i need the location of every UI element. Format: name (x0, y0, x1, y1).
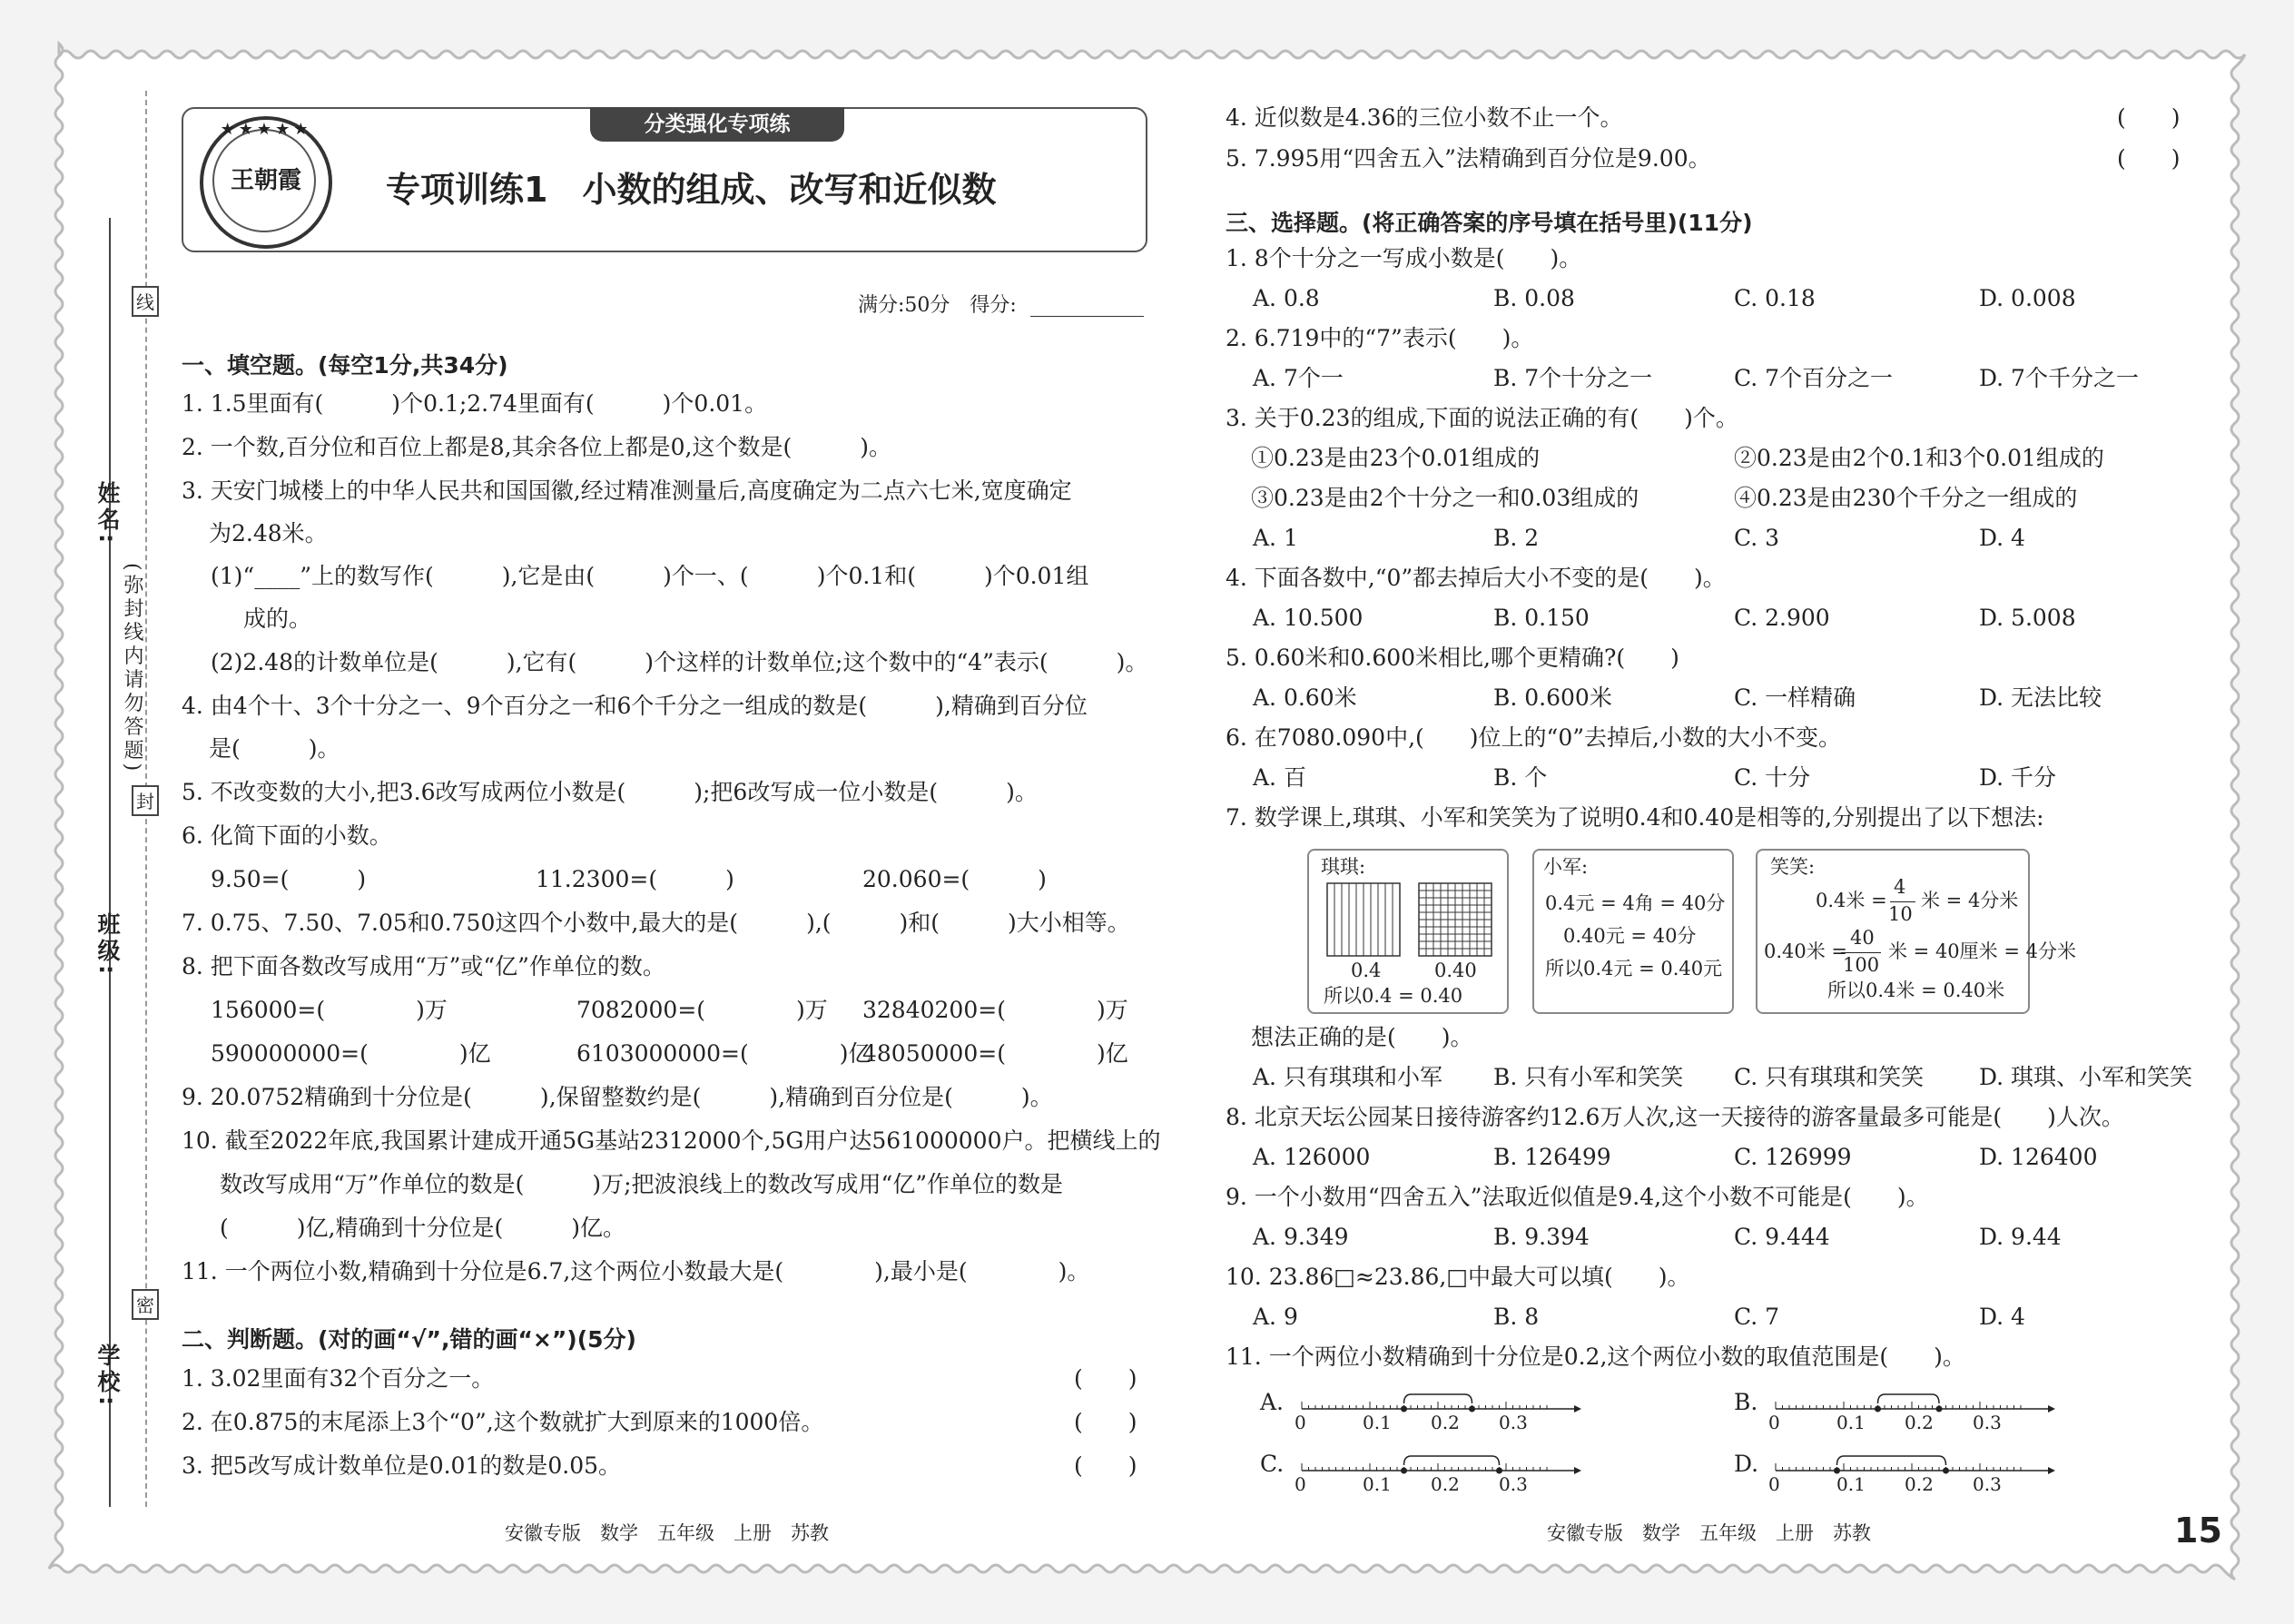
judge-q3: 3. 把5改写成计数单位是0.01的数是0.05。 (182, 1452, 622, 1479)
seal-mark-mid: 封 (132, 785, 159, 816)
fraction-bar (1841, 952, 1881, 953)
tick-label: 0.2 (1431, 1473, 1460, 1495)
section-heading-choice: 三、选择题。(将正确答案的序号填在括号里)(11分) (1226, 210, 1753, 236)
option-c5o-d: D. 无法比较 (1979, 684, 2102, 711)
option-c9o-a: A. 9.349 (1253, 1224, 1349, 1250)
fill-q8: 8. 把下面各数改写成用“万”或“亿”作单位的数。 (182, 953, 665, 979)
choice-q5: 5. 0.60米和0.600米相比,哪个更精确?( ) (1226, 645, 1679, 671)
fill-q3-1: (1)“____”上的数写作( ),它是由( )个一、( )个0.1和( )个0.01组 (211, 563, 1089, 589)
fill-q6-a: 9.50=( ) (211, 866, 367, 892)
xiaoxiao-line-2a: 0.40米 = (1764, 940, 1848, 962)
option-c5o-a: A. 0.60米 (1253, 684, 1357, 711)
option-c8o-b: B. 126499 (1493, 1144, 1611, 1170)
seal-mark-top: 线 (132, 286, 159, 317)
tick-label: 0 (1768, 1473, 1780, 1495)
xiaoxiao-line-1a: 0.4米 = (1816, 890, 1887, 911)
numberline-label-b: B. (1734, 1389, 1758, 1415)
tick-label: 0.3 (1973, 1473, 2002, 1495)
tick-label: 0.3 (1499, 1412, 1528, 1433)
xiaojun-line-3: 所以0.4元 = 0.40元 (1545, 958, 1723, 979)
fill-q10-cont1: 数改写成用“万”作单位的数是( )万;把波浪线上的数改写成用“亿”作单位的数是 (220, 1171, 1064, 1197)
tick-label: 0.3 (1973, 1412, 2002, 1433)
frac2-den: 100 (1843, 954, 1880, 976)
judge-answer-box-1: ( ) (1074, 1365, 1137, 1392)
section-heading-judge: 二、判断题。(对的画“√”,错的画“×”)(5分) (182, 1326, 636, 1353)
choice-q8: 8. 北京天坛公园某日接待游客约12.6万人次,这一天接待的游客量最多可能是( )人次。 (1226, 1104, 2124, 1130)
choice-q7-ask: 想法正确的是( )。 (1251, 1024, 1473, 1050)
fill-q8-f: 48050000=( )亿 (862, 1040, 1128, 1067)
choice-q4: 4. 下面各数中,“0”都去掉后大小不变的是( )。 (1226, 565, 1726, 591)
hundredths-grid (1418, 882, 1492, 957)
numberline-label-d: D. (1734, 1451, 1759, 1477)
fill-q6: 6. 化简下面的小数。 (182, 822, 392, 849)
judge-answer-box-2: ( ) (1074, 1409, 1137, 1435)
option-c7o-b: B. 只有小军和笑笑 (1493, 1064, 1684, 1090)
page-title: 专项训练1 小数的组成、改写和近似数 (386, 170, 997, 210)
fill-q8-d: 590000000=( )亿 (211, 1040, 491, 1067)
option-c5o-c: C. 一样精确 (1734, 684, 1856, 711)
fill-q6-b: 11.2300=( ) (536, 866, 734, 892)
fill-q4: 4. 由4个十、3个十分之一、9个百分之一和6个千分之一组成的数是( ),精确到百分位 (182, 693, 1088, 719)
statement-2: ②0.23是由2个0.1和3个0.01组成的 (1734, 445, 2104, 471)
fill-q7: 7. 0.75、7.50、7.05和0.750这四个小数中,最大的是( ),( )和( )大小相等。 (182, 910, 1130, 936)
option-c1o-d: D. 0.008 (1979, 285, 2076, 311)
xiaoxiao-line-3: 所以0.4米 = 0.40米 (1827, 979, 2005, 1001)
xiaojun-line-1: 0.4元 = 4角 = 40分 (1545, 892, 1726, 914)
tick-label: 0.1 (1363, 1473, 1392, 1495)
logo-seal (200, 116, 332, 249)
score-line: 满分:50分 得分: (858, 294, 1017, 317)
xiaoxiao-line-2b: 米 = 40厘米 = 4分米 (1888, 940, 2076, 962)
tick-label: 0.2 (1905, 1473, 1934, 1495)
judge-answer-box-4: ( ) (2117, 104, 2181, 131)
fill-q1: 1. 1.5里面有( )个0.1;2.74里面有( )个0.01。 (182, 390, 768, 417)
tick-label: 0.3 (1499, 1473, 1528, 1495)
choice-q11: 11. 一个两位小数精确到十分位是0.2,这个两位小数的取值范围是( )。 (1226, 1343, 1965, 1370)
judge-answer-box-5: ( ) (2117, 145, 2181, 172)
frac1-num: 4 (1894, 876, 1906, 898)
tick-label: 0.1 (1836, 1473, 1866, 1495)
fill-q10: 10. 截至2022年底,我国累计建成开通5G基站2312000个,5G用户达561000000户。把横线上的 (182, 1127, 1161, 1154)
option-c10o-b: B. 8 (1493, 1304, 1540, 1330)
option-c4o-d: D. 5.008 (1979, 605, 2076, 631)
fill-q3-1-cont: 成的。 (243, 605, 312, 632)
tick-label: 0 (1768, 1412, 1780, 1433)
option-c2o-b: B. 7个十分之一 (1493, 365, 1653, 391)
fill-q8-c: 32840200=( )万 (862, 997, 1128, 1023)
option-c9o-b: B. 9.394 (1493, 1224, 1590, 1250)
option-c7o-d: D. 琪琪、小军和笑笑 (1979, 1064, 2193, 1090)
option-c8o-d: D. 126400 (1979, 1144, 2098, 1170)
option-c4o-c: C. 2.900 (1734, 605, 1830, 631)
option-c8o-a: A. 126000 (1253, 1144, 1371, 1170)
page-number: 15 (2174, 1511, 2222, 1550)
tick-label: 0 (1295, 1473, 1306, 1495)
numberline-label-a: A. (1260, 1389, 1285, 1415)
fill-q9: 9. 20.0752精确到十分位是( ),保留整数约是( ),精确到百分位是( )。 (182, 1084, 1053, 1110)
option-c6o-d: D. 千分 (1979, 764, 2057, 791)
option-c2o-a: A. 7个一 (1253, 365, 1344, 391)
judge-q1: 1. 3.02里面有32个百分之一。 (182, 1365, 495, 1392)
star-icon: ★★★★★ (220, 120, 312, 139)
binding-line (109, 218, 111, 1507)
frac1-den: 10 (1888, 903, 1913, 925)
option-c3o-c: C. 3 (1734, 525, 1780, 551)
tick-label: 0 (1295, 1412, 1306, 1433)
score-field[interactable] (1030, 316, 1144, 317)
option-c5o-b: B. 0.600米 (1493, 684, 1612, 711)
option-c10o-a: A. 9 (1253, 1304, 1298, 1330)
frac2-num: 40 (1850, 927, 1875, 949)
option-c6o-c: C. 十分 (1734, 764, 1811, 791)
qiqi-label-1: 0.4 (1351, 960, 1382, 981)
statement-4: ④0.23是由230个千分之一组成的 (1734, 485, 2078, 511)
fill-q8-e: 6103000000=( )亿 (576, 1040, 871, 1067)
choice-q2: 2. 6.719中的“7”表示( )。 (1226, 325, 1534, 351)
footer-right: 安徽专版 数学 五年级 上册 苏教 (1547, 1522, 1871, 1544)
qiqi-conclusion: 所以0.4 = 0.40 (1324, 985, 1463, 1007)
judge-q5: 5. 7.995用“四舍五入”法精确到百分位是9.00。 (1226, 145, 1711, 172)
option-c3o-b: B. 2 (1493, 525, 1540, 551)
choice-q1: 1. 8个十分之一写成小数是( )。 (1226, 245, 1582, 271)
tick-label: 0.1 (1836, 1412, 1866, 1433)
xiaoxiao-line-1b: 米 = 4分米 (1921, 890, 2019, 911)
option-c7o-c: C. 只有琪琪和笑笑 (1734, 1064, 1925, 1090)
fill-q3-cont: 为2.48米。 (209, 520, 328, 546)
choice-q10: 10. 23.86□≈23.86,□中最大可以填( )。 (1226, 1264, 1690, 1290)
choice-q9: 9. 一个小数用“四舍五入”法取近似值是9.4,这个小数不可能是( )。 (1226, 1184, 1929, 1210)
option-c8o-c: C. 126999 (1734, 1144, 1852, 1170)
option-c3o-a: A. 1 (1253, 525, 1298, 551)
option-c9o-c: C. 9.444 (1734, 1224, 1830, 1250)
option-c2o-c: C. 7个百分之一 (1734, 365, 1894, 391)
fill-q10-cont2: ( )亿,精确到十分位是( )亿。 (220, 1215, 625, 1241)
fill-q6-c: 20.060=( ) (862, 866, 1047, 892)
option-c6o-a: A. 百 (1253, 764, 1306, 791)
judge-q2: 2. 在0.875的末尾添上3个“0”,这个数就扩大到原来的1000倍。 (182, 1409, 824, 1435)
option-c7o-a: A. 只有琪琪和小军 (1253, 1064, 1442, 1090)
choice-q7: 7. 数学课上,琪琪、小军和笑笑为了说明0.4和0.40是相等的,分别提出了以下想法: (1226, 804, 2044, 831)
option-c6o-b: B. 个 (1493, 764, 1548, 791)
tenths-grid (1326, 882, 1401, 957)
fraction-bar (1890, 901, 1915, 902)
class-label: 班级: (94, 912, 121, 978)
logo-text: 王朝霞 (230, 167, 301, 194)
qiqi-name: 琪琪: (1321, 856, 1366, 878)
seal-notice: (弥封线内请勿答题) (121, 563, 143, 775)
option-c4o-a: A. 10.500 (1253, 605, 1364, 631)
fill-q11: 11. 一个两位小数,精确到十分位是6.7,这个两位小数最大是( ),最小是( )。 (182, 1258, 1090, 1284)
school-label: 学校: (94, 1343, 121, 1409)
judge-q4: 4. 近似数是4.36的三位小数不止一个。 (1226, 104, 1623, 131)
fill-q5: 5. 不改变数的大小,把3.6改写成两位小数是( );把6改写成一位小数是( )。 (182, 779, 1038, 805)
option-c1o-b: B. 0.08 (1493, 285, 1575, 311)
choice-q3: 3. 关于0.23的组成,下面的说法正确的有( )个。 (1226, 405, 1738, 431)
option-c10o-d: D. 4 (1979, 1304, 2025, 1330)
tick-label: 0.2 (1905, 1412, 1934, 1433)
tick-label: 0.2 (1431, 1412, 1460, 1433)
fill-q8-a: 156000=( )万 (211, 997, 448, 1023)
option-c1o-a: A. 0.8 (1253, 285, 1320, 311)
tick-label: 0.1 (1363, 1412, 1392, 1433)
fill-q2: 2. 一个数,百分位和百位上都是8,其余各位上都是0,这个数是( )。 (182, 434, 891, 460)
option-c1o-c: C. 0.18 (1734, 285, 1816, 311)
option-c4o-b: B. 0.150 (1493, 605, 1590, 631)
option-c2o-d: D. 7个千分之一 (1979, 365, 2139, 391)
section-heading-fill: 一、填空题。(每空1分,共34分) (182, 352, 508, 379)
statement-1: ①0.23是由23个0.01组成的 (1251, 445, 1541, 471)
fill-q8-b: 7082000=( )万 (576, 997, 828, 1023)
choice-q6: 6. 在7080.090中,( )位上的“0”去掉后,小数的大小不变。 (1226, 724, 1841, 751)
name-label: 姓名: (94, 481, 121, 546)
fill-q4-cont: 是( )。 (209, 735, 340, 762)
option-c3o-d: D. 4 (1979, 525, 2025, 551)
numberline-label-c: C. (1260, 1451, 1285, 1477)
fill-q3-2: (2)2.48的计数单位是( ),它有( )个这样的计数单位;这个数中的“4”表示( )。 (211, 649, 1148, 675)
qiqi-label-2: 0.40 (1434, 960, 1477, 981)
seal-mark-bottom: 密 (132, 1289, 159, 1320)
footer-left: 安徽专版 数学 五年级 上册 苏教 (505, 1522, 829, 1544)
option-c9o-d: D. 9.44 (1979, 1224, 2062, 1250)
statement-3: ③0.23是由2个十分之一和0.03组成的 (1251, 485, 1639, 511)
xiaojun-name: 小军: (1543, 856, 1589, 878)
category-tag: 分类强化专项练 (590, 107, 844, 142)
fill-q3: 3. 天安门城楼上的中华人民共和国国徽,经过精准测量后,高度确定为二点六七米,宽度确定 (182, 477, 1072, 504)
option-c10o-c: C. 7 (1734, 1304, 1780, 1330)
xiaojun-line-2: 0.40元 = 40分 (1563, 925, 1697, 947)
judge-answer-box-3: ( ) (1074, 1452, 1137, 1479)
xiaoxiao-name: 笑笑: (1770, 856, 1816, 878)
